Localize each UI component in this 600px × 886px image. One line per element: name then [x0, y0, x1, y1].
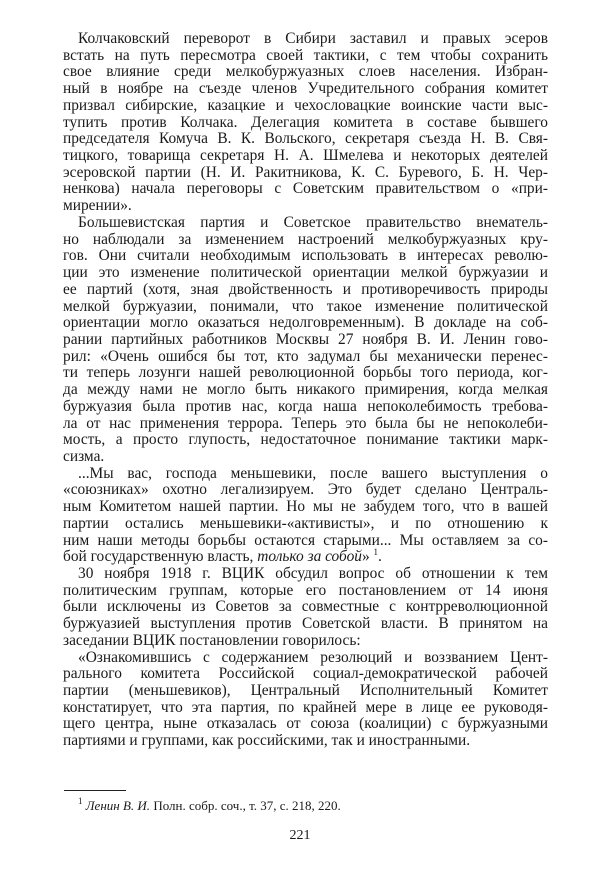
body-text [63, 31, 548, 750]
text-line: свое влияние среди мелкобуржуазных слоев населения. Избран- [63, 63, 548, 81]
paragraph [63, 650, 548, 750]
text-line: гов. Они считали необходимым использовать в интересах револю- [63, 247, 548, 265]
text-line: ла от нас применения террора. Теперь это была бы не непоколеби- [63, 414, 548, 432]
text-segment: . [378, 548, 382, 566]
text-line: председателя Комуча В. К. Вольского, секретаря съезда Н. В. Свя- [63, 130, 548, 148]
paragraph [63, 566, 548, 650]
text-line: Большевистская партия и Советское правительство внематель- [78, 213, 548, 231]
text-line: Колчаковский переворот в Сибири заставил и правых эсеров [78, 30, 548, 47]
text-line: констатирует, что эта партия, по крайней мере в лице ее руководя- [63, 698, 548, 716]
footnote-source: Полн. собр. соч., т. 37, с. 218, 220. [150, 798, 341, 813]
text-line: ненкова) начала переговоры с Советским правительством о «при- [63, 180, 548, 198]
text-line: рального комитета Российской социал-демократической рабочей [63, 665, 548, 683]
text-line: ным Комитетом нашей партии. Но мы не забудем того, что в вашей [63, 498, 548, 516]
footnote-author: Ленин В. И. [85, 798, 151, 813]
text-line: ти теперь лозунги нашей революционной борьбы того периода, ког- [63, 364, 548, 382]
text-line: 30 ноября 1918 г. ВЦИК обсудил вопрос об отношении к тем [78, 565, 548, 582]
text-segment: » [361, 548, 374, 566]
text-line: эсеровской партии (Н. И. Ракитникова, К. С. Буревого, Б. Н. Чер- [63, 163, 548, 181]
footnote-divider [64, 790, 126, 791]
text-segment: бой государственную власть, [63, 548, 258, 566]
text-line: ный в ноябре на съезде членов Учредительного собрания комитет [63, 80, 548, 98]
paragraph [63, 31, 548, 215]
text-line: мирении». [63, 197, 132, 215]
text-line [63, 549, 548, 566]
paragraph [63, 466, 548, 566]
text-line: встать на путь пересмотра своей тактики, с тем чтобы сохранить [63, 46, 548, 64]
text-line: тупить против Колчака. Делегация комитета в составе бывшего [63, 113, 548, 131]
text-line: «союзниках» охотно легализируем. Это будет сделано Централь- [63, 481, 548, 499]
text-line: призвал сибирские, казацкие и чехословацкие воинские части выс- [63, 96, 548, 114]
text-line: буржуазией выступления против Советской власти. В принятом на [63, 615, 548, 633]
text-line: рании партийных работников Москвы 27 ноября В. И. Ленин гово- [63, 330, 548, 348]
footnote [78, 798, 341, 814]
text-line: ции это изменение политической ориентации мелкой буржуазии и [63, 264, 548, 282]
text-line: тицкого, товарища секретаря Н. А. Шмелева и некоторых деятелей [63, 147, 548, 165]
text-line: партии (меньшевиков), Центральный Исполнительный Комитет [63, 682, 548, 700]
footnote-marker: 1 [78, 796, 83, 806]
text-line: щего центра, ныне отказалась от союза (коалиции) с буржуазными [63, 715, 548, 733]
text-line: да между нами не могло быть никакого примирения, когда мелкая [63, 381, 548, 399]
paragraph [63, 215, 548, 466]
page-number: 221 [289, 828, 311, 843]
text-line: сизма. [63, 447, 105, 465]
footnote-reference: 1 [373, 547, 379, 558]
text-line: рил: «Очень ошибся бы тот, кто задумал бы механически перенес- [63, 347, 548, 365]
text-line: но наблюдали за изменением настроений мелкобуржуазных кру- [63, 230, 548, 248]
text-line: политическим группам, которые его постановлением от 14 июня [63, 581, 548, 599]
text-line: были исключены из Советов за совместные с контрреволюционной [63, 598, 548, 616]
text-line: ним наши методы борьбы остаются старыми... Мы оставляем за со- [63, 531, 548, 549]
text-line: буржуазия была против нас, когда наша непоколебимость требова- [63, 397, 548, 415]
text-line: ориентации могло оказаться недолговременным). В докладе на соб- [63, 314, 548, 332]
text-line: ...Мы вас, господа меньшевики, после вашего выступления о [78, 464, 548, 482]
text-line: ее партий (хотя, зная двойственность и противоречивость природы [63, 280, 548, 298]
text-line: мость, а просто глупость, недостаточное понимание тактики марк- [63, 431, 548, 449]
text-line: партиями и группами, как российскими, так и иностранными. [63, 732, 471, 750]
text-line: «Ознакомившись с содержанием резолюций и воззванием Цент- [78, 648, 548, 666]
text-line: партии остались меньшевики-«активисты», и по отношению к [63, 514, 548, 532]
emphasis-text: только за собой [257, 548, 362, 566]
text-line: мелкой буржуазии, понимали, что такое изменение политической [63, 297, 548, 315]
text-line: заседании ВЦИК постановлении говорилось: [63, 631, 361, 649]
